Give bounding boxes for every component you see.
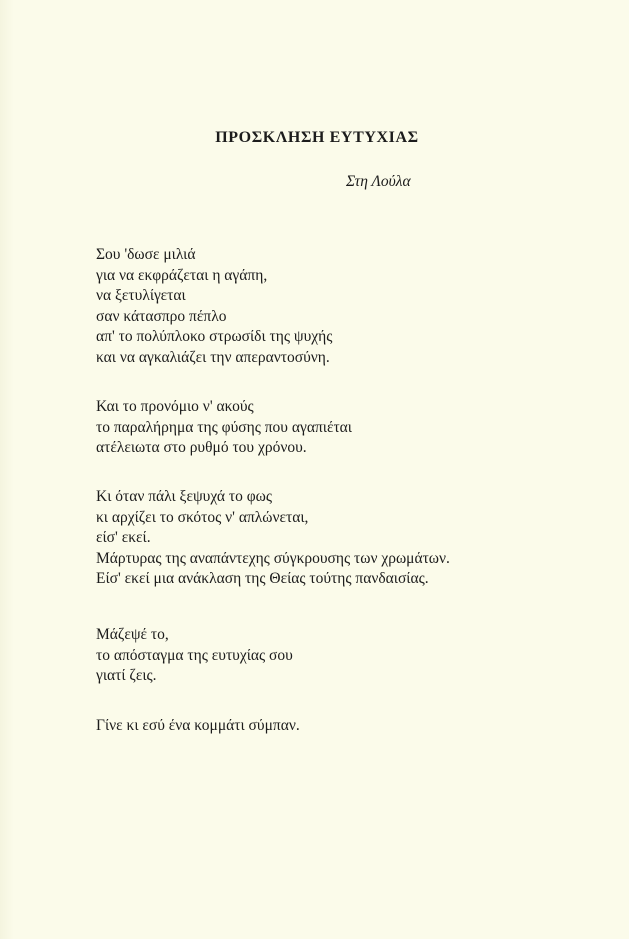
poem-line: Και το προνόμιο ν' ακούς	[96, 398, 254, 415]
stanza-4	[96, 625, 293, 687]
poem-line: και να αγκαλιάζει την απεραντοσύνη.	[96, 348, 330, 366]
poem-line: Γίνε κι εσύ ένα κομμάτι σύμπαν.	[96, 717, 300, 734]
poem-line: για να εκφράζεται η αγάπη,	[96, 266, 268, 284]
poem-line: το παραλήρημα της φύσης που αγαπιέται	[96, 418, 352, 436]
poem-line: ατέλειωτα στο ρυθμό του χρόνου.	[96, 439, 307, 457]
poem-line: Κι όταν πάλι ξεψυχά το φως	[96, 488, 273, 505]
poem-line: γιατί ζεις.	[96, 667, 157, 685]
poem-title: ΠΡΟΣΚΛΗΣΗ ΕΥΤΥΧΙΑΣ	[215, 129, 419, 146]
poem-line: το απόσταγμα της ευτυχίας σου	[96, 646, 293, 664]
poem-line: είσ' εκεί.	[96, 529, 151, 547]
poem-line: να ξετυλίγεται	[96, 287, 186, 305]
poem-line: σαν κάτασπρο πέπλο	[96, 307, 227, 325]
poem-line: Σου 'δωσε μιλιά	[96, 246, 196, 263]
stanza-5	[96, 716, 300, 737]
poem-dedication: Στη Λούλα	[346, 173, 411, 190]
stanza-2	[96, 397, 352, 459]
poem-line: Μάρτυρας της αναπάντεχης σύγκρουσης των χρωμάτων.	[96, 549, 450, 567]
poem-line: Είσ' εκεί μια ανάκλαση της Θείας τούτης πανδαισίας.	[96, 570, 429, 588]
poem-line: Μάζεψέ το,	[96, 626, 169, 643]
stanza-1	[96, 245, 332, 369]
stanza-3	[96, 487, 450, 590]
poem-line: κι αρχίζει το σκότος ν' απλώνεται,	[96, 508, 309, 526]
poem-line: απ' το πολύπλοκο στρωσίδι της ψυχής	[96, 328, 333, 346]
